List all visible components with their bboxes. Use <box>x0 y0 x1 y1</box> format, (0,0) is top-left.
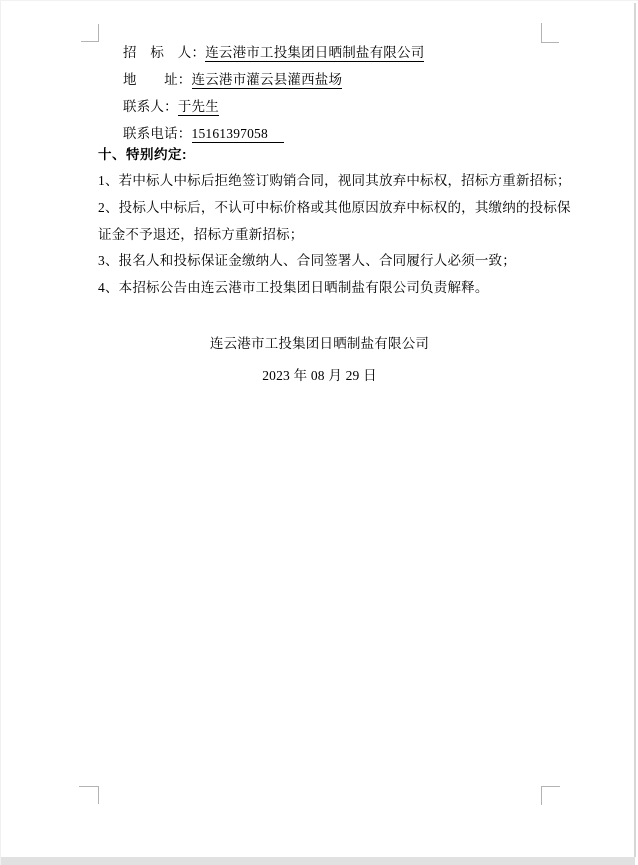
address-value: 连云港市灌云县灌西盐场 <box>191 72 343 87</box>
page-right-edge <box>634 3 636 857</box>
phone-label: 联系电话： <box>123 126 192 141</box>
workspace-background-bottom <box>1 857 635 865</box>
special-terms-item-2: 2、投标人中标后，不认可中标价格或其他原因放弃中标权的，其缴纳的投标保 <box>98 200 571 215</box>
crop-mark-top-left-icon <box>81 24 99 42</box>
crop-mark-bottom-right-icon <box>541 786 560 805</box>
special-terms-item-2-continued: 证金不予退还，招标方重新招标； <box>98 227 304 242</box>
phone-value: 15161397058 <box>192 126 284 143</box>
crop-mark-top-right-icon <box>541 23 559 43</box>
contact-person-line <box>123 99 219 115</box>
signature-company: 连云港市工投集团日晒制盐有限公司 <box>209 336 430 351</box>
contact-person-value: 于先生 <box>177 99 219 114</box>
special-terms-item-4: 4、本招标公告由连云港市工投集团日晒制盐有限公司负责解释。 <box>98 280 489 295</box>
address-label: 地 址： <box>123 72 192 87</box>
phone-line <box>123 126 284 142</box>
special-terms-heading: 十、特别约定: <box>98 147 187 162</box>
bidder-line <box>123 45 424 61</box>
bidder-label: 招 标 人： <box>123 45 206 60</box>
crop-mark-bottom-left-icon <box>79 786 99 804</box>
bidder-value: 连云港市工投集团日晒制盐有限公司 <box>205 45 425 60</box>
special-terms-item-3: 3、报名人和投标保证金缴纳人、合同签署人、合同履行人必须一致； <box>98 253 516 268</box>
special-terms-item-1: 1、若中标人中标后拒绝签订购销合同，视同其放弃中标权，招标方重新招标； <box>98 173 571 188</box>
address-line <box>123 72 342 88</box>
contact-person-label: 联系人： <box>123 99 178 114</box>
signature-date: 2023 年 08 月 29 日 <box>262 368 377 383</box>
